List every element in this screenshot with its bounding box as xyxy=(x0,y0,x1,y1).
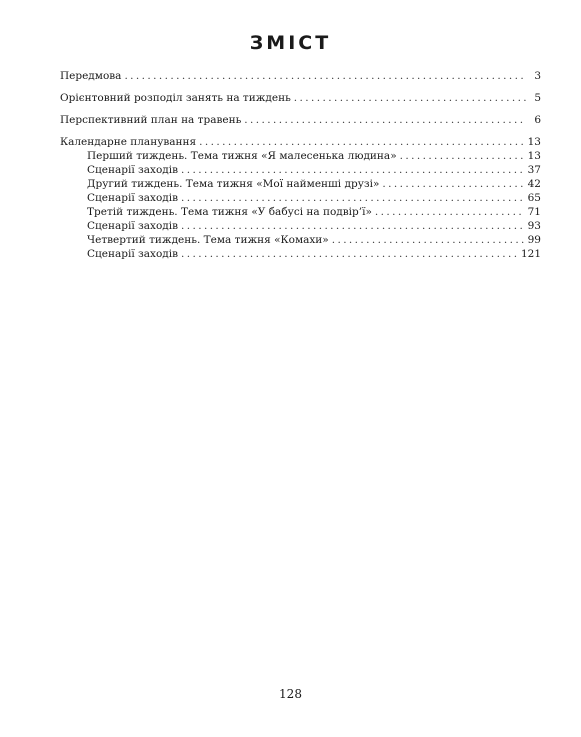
toc-entry-page: 13 xyxy=(527,150,541,162)
toc-entry-page: 6 xyxy=(534,114,541,126)
toc-entry-label: Третій тиждень. Тема тижня «У бабусі на подвір’ї» xyxy=(87,206,372,218)
dot-leader xyxy=(181,191,525,205)
toc-entry-label: Сценарії заходів xyxy=(87,164,178,176)
toc-entry-label: Перспективний план на травень xyxy=(60,114,242,126)
toc-entry-week-3 xyxy=(60,205,541,219)
toc-entry-week-2 xyxy=(60,177,541,191)
dot-leader xyxy=(332,233,525,247)
dot-leader xyxy=(382,177,524,191)
dot-leader xyxy=(375,205,525,219)
toc-entry-weekly-schedule xyxy=(60,91,541,105)
toc-entry-label: Орієнтовний розподіл занять на тиждень xyxy=(60,92,291,104)
toc-entry-label: Четвертий тиждень. Тема тижня «Комахи» xyxy=(87,234,329,246)
toc-entry-preface xyxy=(60,69,541,83)
dot-leader xyxy=(400,149,525,163)
dot-leader xyxy=(181,247,518,261)
toc-entry-week-1 xyxy=(60,149,541,163)
toc-entry-scenarios-1 xyxy=(60,163,541,177)
dot-leader xyxy=(181,219,525,233)
toc-entry-label: Сценарії заходів xyxy=(87,220,178,232)
toc-entry-label: Перший тиждень. Тема тижня «Я малесенька людина» xyxy=(87,150,397,162)
toc-entry-page: 13 xyxy=(527,136,541,148)
toc-entry-perspective-plan xyxy=(60,113,541,127)
toc-entry-label: Сценарії заходів xyxy=(87,192,178,204)
toc-entry-label: Передмова xyxy=(60,70,122,82)
toc-entry-label: Сценарії заходів xyxy=(87,248,178,260)
page-number: 128 xyxy=(279,687,302,701)
toc-entry-page: 99 xyxy=(527,234,541,246)
toc-entry-label: Другий тиждень. Тема тижня «Мої найменші друзі» xyxy=(87,178,380,190)
page-title: ЗМІСТ xyxy=(249,32,332,54)
toc-entry-week-4 xyxy=(60,233,541,247)
toc-entry-page: 5 xyxy=(534,92,541,104)
toc-entry-page: 37 xyxy=(527,164,541,176)
toc-entry-scenarios-4 xyxy=(60,247,541,261)
table-of-contents xyxy=(60,69,541,261)
toc-entry-calendar-planning xyxy=(60,135,541,149)
toc-entry-page: 65 xyxy=(527,192,541,204)
toc-entry-page: 3 xyxy=(534,70,541,82)
toc-entry-page: 42 xyxy=(527,178,541,190)
toc-entry-label: Календарне планування xyxy=(60,136,197,148)
toc-entry-scenarios-2 xyxy=(60,191,541,205)
toc-entry-scenarios-3 xyxy=(60,219,541,233)
dot-leader xyxy=(124,69,526,83)
dot-leader xyxy=(199,135,524,149)
toc-entry-page: 121 xyxy=(520,248,541,260)
dot-leader xyxy=(181,163,525,177)
toc-entry-page: 93 xyxy=(527,220,541,232)
toc-entry-page: 71 xyxy=(527,206,541,218)
dot-leader xyxy=(244,113,526,127)
dot-leader xyxy=(294,91,526,105)
